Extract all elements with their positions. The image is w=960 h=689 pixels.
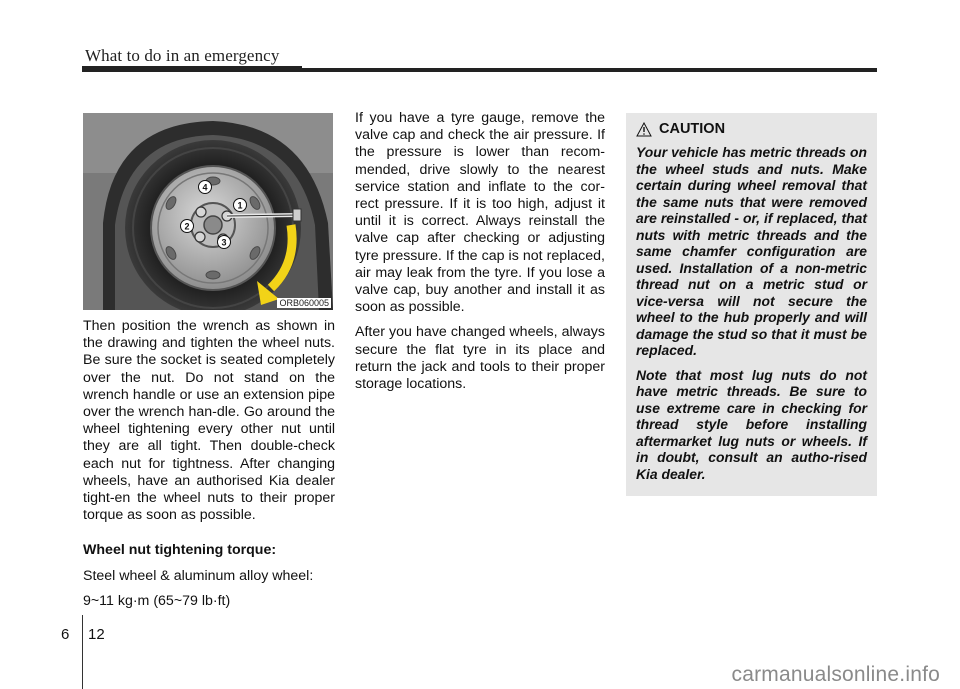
section-number: 6	[61, 626, 70, 643]
torque-wheel-type: Steel wheel & aluminum alloy wheel:	[83, 567, 314, 584]
marker-1: 1	[237, 200, 243, 211]
marker-3: 3	[221, 237, 227, 248]
caution-paragraph-lugnuts: Note that most lug nuts do not have metric threads. Be sure to use extreme care in checking for thread style before installing aftermarket lug nuts or wheels. If in doubt, consult an autho-rised Kia dealer.	[636, 366, 867, 482]
page-number: 12	[88, 626, 105, 643]
caution-body	[636, 144, 867, 490]
column-left	[83, 318, 335, 618]
torque-value: 9~11 kg·m (65~79 lb·ft)	[83, 592, 231, 609]
figure-code: ORB060005	[279, 298, 329, 308]
store-tyre-paragraph: After you have changed wheels, always secure the flat tyre in its place and return the jack and tools to their proper storage locations.	[355, 324, 605, 393]
torque-heading: Wheel nut tightening torque:	[83, 542, 277, 559]
tyre-gauge-paragraph: If you have a tyre gauge, remove the valve cap and check the air pressure. If the pressure is lower than recom-mended, drive slowly to the nearest service station and inflate to the cor-rect pressure. If it is too high, adjust it until it is correct. Always reinstall the valve cap after checking or adjusting tyre pressure. If the cap is not replaced, air may leak from the tyre. If you lose a valve cap, buy another and install it as soon as possible.	[355, 110, 605, 316]
caution-title: CAUTION	[659, 121, 726, 137]
column-middle	[355, 110, 605, 401]
footer-rule	[82, 615, 83, 689]
marker-2: 2	[184, 221, 190, 232]
wheel-wrench-illustration	[83, 113, 333, 310]
page-header-title: What to do in an emergency	[85, 46, 280, 65]
caution-paragraph-metric: Your vehicle has metric threads on the wheel studs and nuts. Make certain during wheel removal that the same nuts that were removed are reinstalled - or, if replaced, that nuts with metric threads and the same chamfer configuration are used. Installation of a non-metric thread nut on a metric stud or vice-versa will not secure the wheel to the hub properly and will damage the stud so that it must be replaced.	[636, 144, 867, 358]
wheel-drawing	[83, 113, 333, 310]
warning-triangle-icon	[636, 122, 652, 137]
marker-4: 4	[202, 182, 208, 193]
caution-box	[626, 113, 877, 496]
wrench-instructions: Then position the wrench as shown in the drawing and tighten the wheel nuts. Be sure the socket is seated completely over the nut. Do not stand on the wrench handle or use an extension pipe over the wrench han-dle. Go around the wheel tightening every other nut until they are all tight. Then double-check each nut for tightness. After changing wheels, have an authorised Kia dealer tight-en the wheel nuts to their proper torque as soon as possible.	[83, 318, 335, 524]
caution-header	[636, 121, 725, 137]
watermark: carmanualsonline.info	[731, 663, 940, 686]
header-rule-accent	[82, 66, 302, 72]
